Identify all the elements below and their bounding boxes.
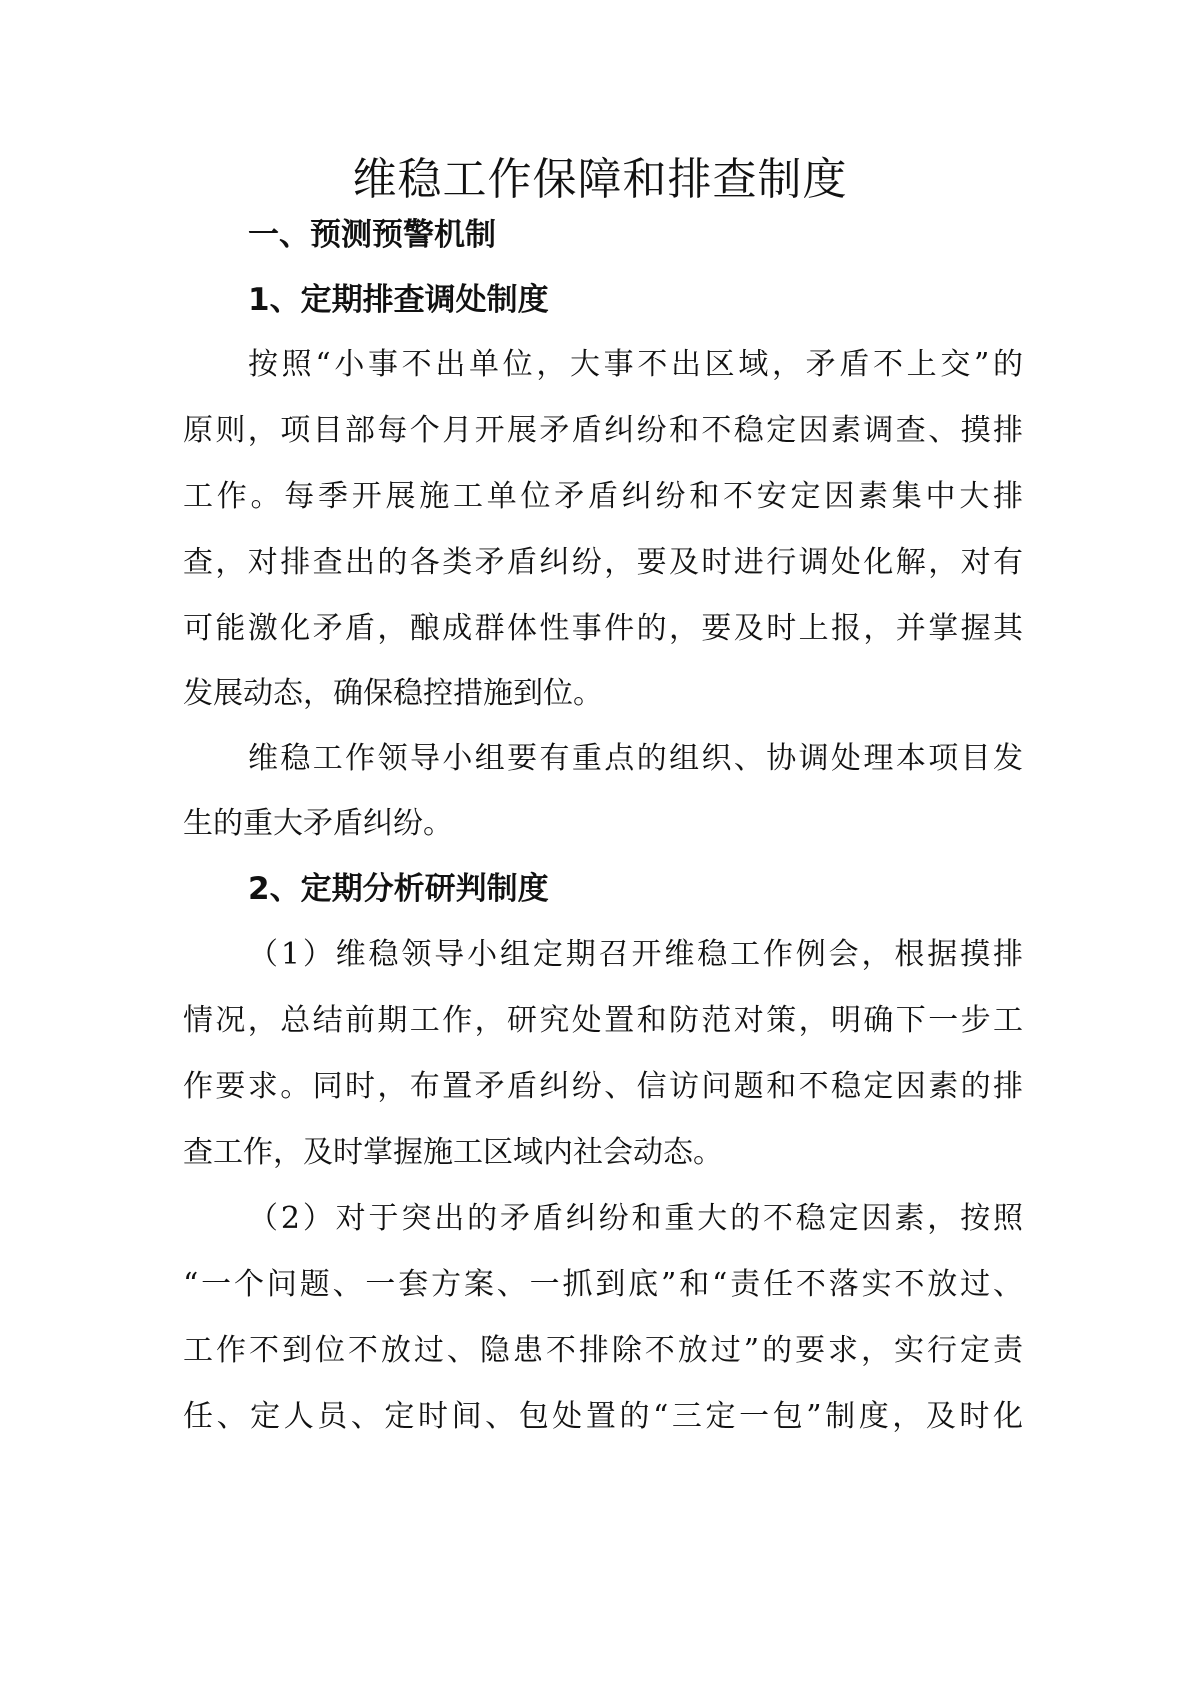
section-heading-1: 一、预测预警机制 [248,217,496,253]
paragraph-line: 作要求。同时，布置矛盾纠纷、信访问题和不稳定因素的排 [183,1069,1023,1104]
paragraph-line: “一个问题、一套方案、一抓到底”和“责任不落实不放过、 [183,1267,1023,1302]
document-title: 维稳工作保障和排查制度 [352,154,848,205]
subsection-heading-1: 1、定期排查调处制度 [248,282,549,318]
paragraph-line: 发展动态，确保稳控措施到位。 [183,676,603,711]
paragraph-line: 工作。每季开展施工单位矛盾纠纷和不安定因素集中大排 [183,479,1023,514]
paragraph-line: （1）维稳领导小组定期召开维稳工作例会，根据摸排 [248,937,1023,972]
subsection-heading-2: 2、定期分析研判制度 [248,871,549,907]
paragraph-line: 查工作，及时掌握施工区域内社会动态。 [183,1135,723,1170]
paragraph-line: 任、定人员、定时间、包处置的“三定一包”制度，及时化 [183,1399,1023,1434]
paragraph-line: 可能激化矛盾，酿成群体性事件的，要及时上报，并掌握其 [183,611,1023,646]
paragraph-line: （2）对于突出的矛盾纠纷和重大的不稳定因素，按照 [248,1201,1023,1236]
paragraph-line: 维稳工作领导小组要有重点的组织、协调处理本项目发 [248,741,1023,776]
paragraph-line: 工作不到位不放过、隐患不排除不放过”的要求，实行定责 [183,1333,1023,1368]
paragraph-line: 生的重大矛盾纠纷。 [183,806,453,841]
paragraph-line: 按照“小事不出单位，大事不出区域，矛盾不上交”的 [248,347,1023,382]
paragraph-line: 查，对排查出的各类矛盾纠纷，要及时进行调处化解，对有 [183,545,1023,580]
paragraph-line: 原则，项目部每个月开展矛盾纠纷和不稳定因素调查、摸排 [183,413,1023,448]
paragraph-line: 情况，总结前期工作，研究处置和防范对策，明确下一步工 [183,1003,1023,1038]
